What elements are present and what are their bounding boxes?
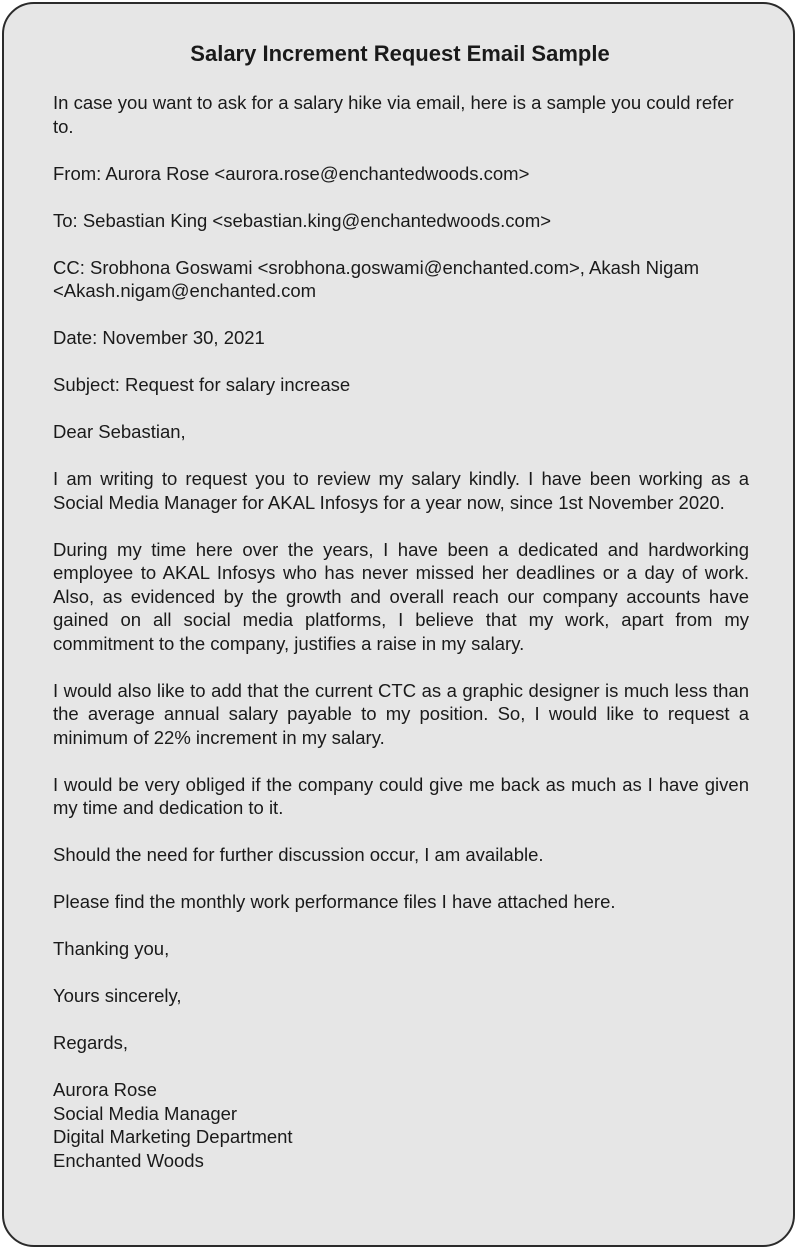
date-line: Date: November 30, 2021 xyxy=(53,327,265,348)
subject-line: Subject: Request for salary increase xyxy=(53,374,351,395)
body-paragraph-3: I would also like to add that the current CTC as a graphic designer is much less than the average annual salary payable to my position. So, I would like to request a minimum of 22% increment in my salary. xyxy=(53,679,749,748)
cc-line: CC: Srobhona Goswami <srobhona.goswami@enchanted.com>, Akash Nigam <Akash.nigam@enchanted.com xyxy=(53,256,700,301)
signature-role: Social Media Manager xyxy=(53,1102,238,1124)
closing-thanking: Thanking you, xyxy=(53,938,170,959)
body-paragraph-1: I am writing to request you to review my salary kindly. I have been working as a Social Media Manager for AKAL Infosys for a year now, since 1st November 2020. xyxy=(53,468,749,513)
to-line: To: Sebastian King <sebastian.king@enchantedwoods.com> xyxy=(53,209,552,231)
signature-department: Digital Marketing Department xyxy=(53,1126,293,1147)
from-line: From: Aurora Rose <aurora.rose@enchantedwoods.com> xyxy=(53,162,530,184)
signature-block xyxy=(53,1078,749,1172)
intro-text: In case you want to ask for a salary hike via email, here is a sample you could refer to. xyxy=(53,92,734,137)
page-title: Salary Increment Request Email Sample xyxy=(190,41,610,66)
signature-name: Aurora Rose xyxy=(53,1079,157,1100)
body-paragraph-6: Please find the monthly work performance files I have attached here. xyxy=(53,891,616,912)
email-content xyxy=(53,91,749,1172)
body-paragraph-2: During my time here over the years, I have been a dedicated and hardworking employee to AKAL Infosys who has never missed her deadlines or a day of work. Also, as evidenced by the growth and overall reach our company accounts have gained on all social media platforms, I believe that my work, apart from my commitment to the company, justifies a raise in my salary. xyxy=(53,538,749,654)
closing-sincerely: Yours sincerely, xyxy=(53,985,182,1006)
body-paragraph-5: Should the need for further discussion occur, I am available. xyxy=(53,844,544,865)
closing-regards: Regards, xyxy=(53,1032,129,1053)
body-paragraph-4: I would be very obliged if the company could give me back as much as I have given my time and dedication to it. xyxy=(53,773,749,818)
signature-company: Enchanted Woods xyxy=(53,1149,204,1171)
salutation: Dear Sebastian, xyxy=(53,421,186,442)
